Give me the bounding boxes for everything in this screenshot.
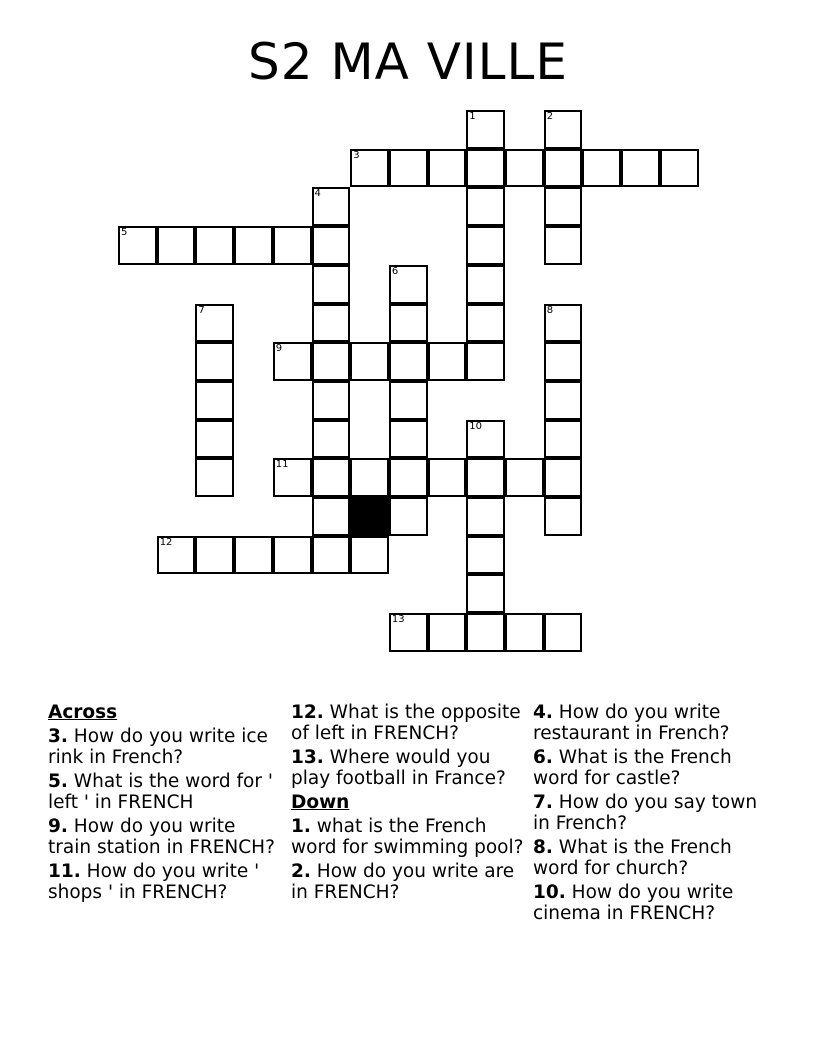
- clue-text: How do you say town in French?: [533, 792, 758, 834]
- grid-cell[interactable]: [234, 226, 273, 265]
- grid-cell[interactable]: [466, 187, 505, 226]
- grid-cell[interactable]: [544, 458, 583, 497]
- clue-number-label: 10: [469, 420, 483, 432]
- grid-cell[interactable]: [157, 536, 196, 575]
- grid-cell[interactable]: [273, 342, 312, 381]
- clue-text: How do you write ice rink in French?: [48, 726, 268, 768]
- grid-cell[interactable]: [466, 149, 505, 188]
- grid-cell[interactable]: [273, 226, 312, 265]
- clue-text: How do you write cinema in FRENCH?: [533, 882, 734, 924]
- grid-cell[interactable]: [312, 497, 351, 536]
- grid-cell[interactable]: [273, 458, 312, 497]
- clue-text: What is the French word for castle?: [533, 747, 732, 789]
- grid-cell[interactable]: [428, 458, 467, 497]
- grid-cell[interactable]: [466, 110, 505, 149]
- grid-cell[interactable]: [195, 420, 234, 459]
- grid-cell[interactable]: [466, 265, 505, 304]
- clue-across-12: [291, 702, 527, 744]
- grid-cell[interactable]: [350, 149, 389, 188]
- grid-cell[interactable]: [466, 226, 505, 265]
- clue-down-8: [533, 837, 769, 879]
- clue-across-11: [48, 861, 284, 903]
- grid-cell[interactable]: [544, 304, 583, 343]
- clue-number: 3.: [48, 726, 68, 747]
- clue-down-6: [533, 747, 769, 789]
- grid-cell[interactable]: [195, 342, 234, 381]
- grid-cell[interactable]: [312, 342, 351, 381]
- grid-cell[interactable]: [389, 149, 428, 188]
- clue-number-label: 2: [546, 111, 554, 122]
- clue-across-3: [48, 726, 284, 768]
- grid-cell[interactable]: [195, 226, 234, 265]
- clue-column-1: [48, 702, 284, 906]
- grid-cell[interactable]: [466, 497, 505, 536]
- clue-text: What is the French word for church?: [533, 837, 732, 879]
- clue-text: What is the word for ' left ' in FRENCH: [48, 771, 273, 813]
- clue-text: Where would you play football in France?: [291, 747, 506, 789]
- grid-cell[interactable]: [389, 497, 428, 536]
- grid-cell[interactable]: [157, 226, 196, 265]
- clue-number: 11.: [48, 861, 81, 882]
- clue-text: How do you write ' shops ' in FRENCH?: [48, 861, 260, 903]
- clue-number: 12.: [291, 702, 324, 723]
- clue-number: 5.: [48, 771, 68, 792]
- grid-cell[interactable]: [466, 574, 505, 613]
- clue-number-label: 1: [469, 111, 476, 122]
- shaded-cell: [350, 497, 389, 536]
- clue-text: How do you write train station in FRENCH?: [48, 816, 275, 858]
- grid-cell[interactable]: [544, 226, 583, 265]
- clue-number-label: 9: [275, 343, 283, 355]
- grid-cell[interactable]: [195, 381, 234, 420]
- puzzle-title: S2 MA VILLE: [248, 33, 568, 91]
- grid-cell[interactable]: [389, 458, 428, 497]
- clue-down-4: [533, 702, 769, 744]
- grid-cell[interactable]: [505, 458, 544, 497]
- grid-cell[interactable]: [389, 265, 428, 304]
- grid-cell[interactable]: [505, 149, 544, 188]
- grid-cell[interactable]: [466, 536, 505, 575]
- grid-cell[interactable]: [350, 342, 389, 381]
- clue-number-label: 4: [314, 188, 321, 200]
- clue-number: 10.: [533, 882, 566, 903]
- grid-cell[interactable]: [544, 381, 583, 420]
- grid-cell[interactable]: [350, 458, 389, 497]
- clue-down-1: [291, 816, 527, 858]
- grid-cell[interactable]: [466, 342, 505, 381]
- clue-down-10: [533, 882, 769, 924]
- clue-number-label: 7: [198, 304, 205, 316]
- clue-down-2: [291, 861, 527, 903]
- clue-column-3: [533, 702, 769, 927]
- grid-cell[interactable]: [428, 342, 467, 381]
- grid-cell[interactable]: [544, 420, 583, 459]
- grid-cell[interactable]: [234, 536, 273, 575]
- grid-cell[interactable]: [312, 265, 351, 304]
- grid-cell[interactable]: [312, 458, 351, 497]
- grid-cell[interactable]: [312, 187, 351, 226]
- grid-cell[interactable]: [428, 613, 467, 652]
- clue-number: 13.: [291, 747, 324, 768]
- grid-cell[interactable]: [466, 613, 505, 652]
- grid-cell[interactable]: [621, 149, 660, 188]
- grid-cell[interactable]: [350, 536, 389, 575]
- clue-number-label: 3: [353, 149, 360, 161]
- clue-column-2: [291, 702, 527, 906]
- clue-number: 4.: [533, 702, 553, 723]
- grid-cell[interactable]: [389, 381, 428, 420]
- grid-cell[interactable]: [544, 149, 583, 188]
- clue-number-label: 12: [159, 536, 173, 548]
- clue-number-label: 11: [275, 459, 289, 471]
- grid-cell[interactable]: [466, 420, 505, 459]
- grid-cell[interactable]: [466, 304, 505, 343]
- clue-number-label: 5: [121, 227, 128, 239]
- clue-text: How do you write are in FRENCH?: [291, 861, 515, 903]
- grid-cell[interactable]: [389, 420, 428, 459]
- clue-number-label: 13: [391, 614, 405, 626]
- clue-across-5: [48, 771, 284, 813]
- across-heading: Across: [48, 702, 118, 723]
- down-heading: Down: [291, 792, 350, 813]
- clue-text: what is the French word for swimming pool?: [291, 816, 524, 858]
- grid-cell[interactable]: [544, 342, 583, 381]
- grid-cell[interactable]: [312, 536, 351, 575]
- grid-cell[interactable]: [312, 420, 351, 459]
- grid-cell[interactable]: [544, 497, 583, 536]
- grid-cell[interactable]: [466, 458, 505, 497]
- clue-number: 9.: [48, 816, 68, 837]
- clue-number: 7.: [533, 792, 553, 813]
- clue-number-label: 6: [391, 265, 399, 277]
- grid-cell[interactable]: [389, 342, 428, 381]
- grid-cell[interactable]: [428, 149, 467, 188]
- clue-number: 2.: [291, 861, 311, 882]
- grid-cell[interactable]: [312, 304, 351, 343]
- grid-cell[interactable]: [312, 226, 351, 265]
- clue-number: 1.: [291, 816, 311, 837]
- grid-cell[interactable]: [389, 613, 428, 652]
- grid-cell[interactable]: [312, 381, 351, 420]
- clue-down-7: [533, 792, 769, 834]
- clue-across-9: [48, 816, 284, 858]
- clue-text: What is the opposite of left in FRENCH?: [291, 702, 521, 744]
- clue-number: 8.: [533, 837, 553, 858]
- grid-cell[interactable]: [505, 613, 544, 652]
- clue-text: How do you write restaurant in French?: [533, 702, 730, 744]
- grid-cell[interactable]: [582, 149, 621, 188]
- grid-cell[interactable]: [195, 304, 234, 343]
- grid-cell[interactable]: [195, 536, 234, 575]
- grid-cell[interactable]: [273, 536, 312, 575]
- grid-cell[interactable]: [118, 226, 157, 265]
- clue-number-label: 8: [546, 304, 554, 316]
- grid-cell[interactable]: [544, 187, 583, 226]
- grid-cell[interactable]: [389, 304, 428, 343]
- clue-number: 6.: [533, 747, 553, 768]
- grid-cell[interactable]: [660, 149, 699, 188]
- grid-cell[interactable]: [195, 458, 234, 497]
- grid-cell[interactable]: [544, 613, 583, 652]
- grid-cell[interactable]: [544, 110, 583, 149]
- clue-across-13: [291, 747, 527, 789]
